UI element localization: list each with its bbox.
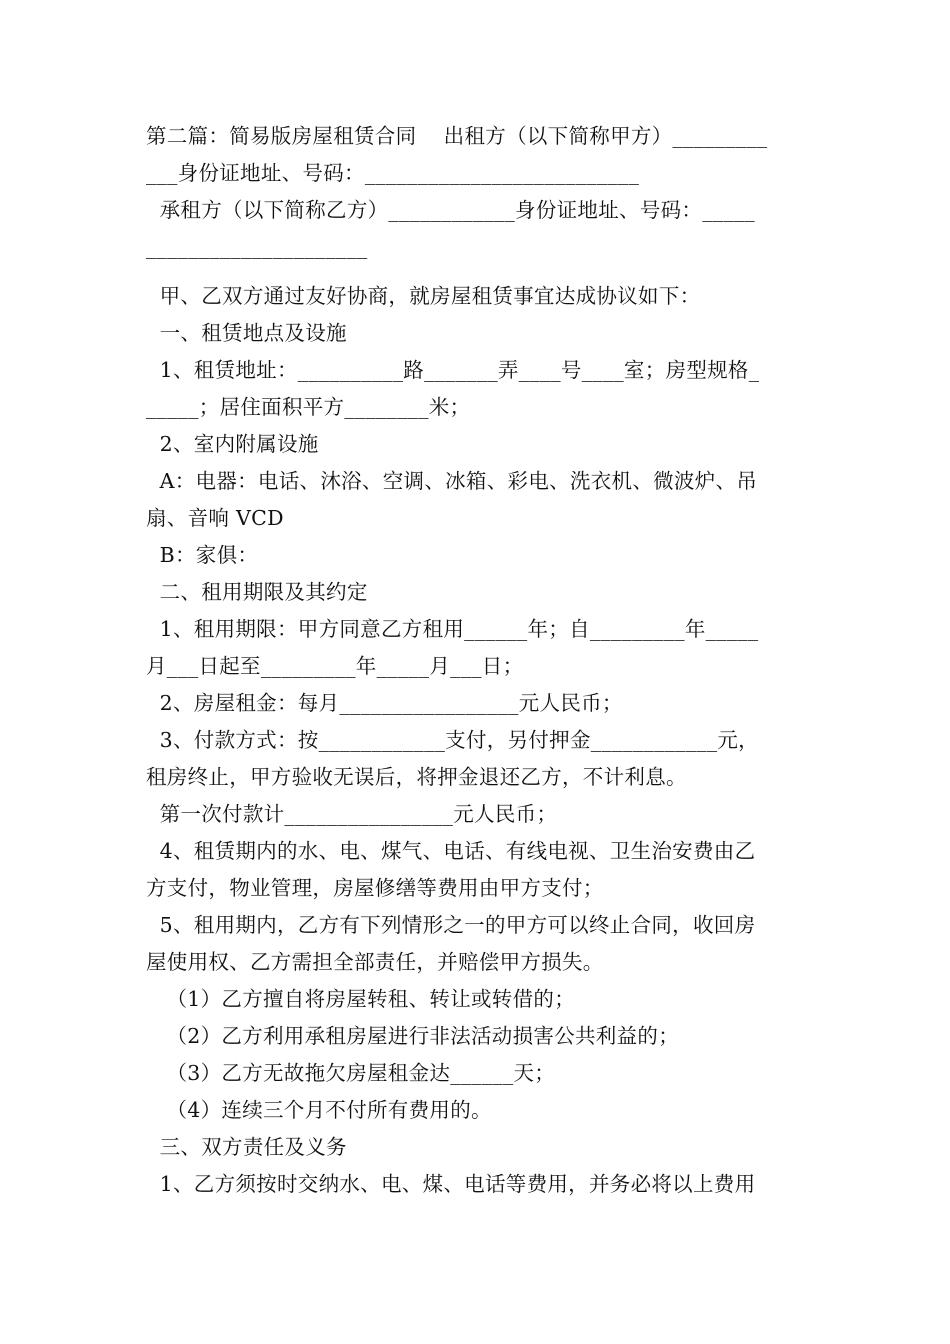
text-line: 甲、乙双方通过友好协商，就房屋租赁事宜达成协议如下： bbox=[146, 284, 701, 308]
text-line: ___身份证地址、号码：__________________________ bbox=[146, 161, 640, 185]
text-line: 5、租用期内，乙方有下列情形之一的甲方可以终止合同，收回房 bbox=[146, 913, 756, 937]
text-line: 租房终止，甲方验收无误后，将押金退还乙方，不计利息。 bbox=[146, 765, 687, 789]
text-line: （2）乙方利用承租房屋进行非法活动损害公共利益的； bbox=[146, 1024, 679, 1048]
text-line: 1、乙方须按时交纳水、电、煤、电话等费用，并务必将以上费用 bbox=[146, 1172, 756, 1196]
section-heading: 三、双方责任及义务 bbox=[146, 1135, 347, 1159]
text-line: 3、付款方式：按____________支付，另付押金____________元， bbox=[146, 728, 759, 752]
text-line: 月___日起至_________年_____月___日； bbox=[146, 654, 524, 678]
text-line: 扇、音响 VCD bbox=[146, 506, 284, 530]
text-line: 第一次付款计________________元人民币； bbox=[146, 802, 558, 826]
text-line: （3）乙方无故拖欠房屋租金达______天； bbox=[146, 1061, 556, 1085]
text-line: _____；居住面积平方________米； bbox=[146, 395, 471, 419]
text-line: 屋使用权、乙方需担全部责任，并赔偿甲方损失。 bbox=[146, 950, 604, 974]
text-line: 方支付，物业管理，房屋修缮等费用由甲方支付； bbox=[146, 876, 604, 900]
text-line: 4、租赁期内的水、电、煤气、电话、有线电视、卫生治安费由乙 bbox=[146, 839, 756, 863]
text-line: 2、房屋租金：每月_________________元人民币； bbox=[146, 691, 623, 715]
section-heading: 二、租用期限及其约定 bbox=[146, 580, 368, 604]
text-line: A：电器：电话、沐浴、空调、冰箱、彩电、洗衣机、微波炉、吊 bbox=[146, 469, 758, 493]
contract-page bbox=[146, 118, 810, 1203]
text-line: 2、室内附属设施 bbox=[146, 432, 319, 456]
text-line: _____________________ bbox=[146, 235, 368, 259]
text-line: （1）乙方擅自将房屋转租、转让或转借的； bbox=[146, 987, 575, 1011]
text-line: 第二篇：简易版房屋租赁合同 出租方（以下简称甲方）_________ bbox=[146, 124, 768, 148]
text-line: B：家俱： bbox=[146, 543, 259, 567]
text-line: 1、租用期限：甲方同意乙方租用______年；自_________年_____ bbox=[146, 617, 759, 641]
text-line: 承租方（以下简称乙方）____________身份证地址、号码：_____ bbox=[146, 198, 755, 222]
text-line: 1、租赁地址：__________路_______弄____号____室；房型规格_ bbox=[146, 358, 760, 382]
text-line: （4）连续三个月不付所有费用的。 bbox=[146, 1098, 492, 1122]
section-heading: 一、租赁地点及设施 bbox=[146, 321, 347, 345]
